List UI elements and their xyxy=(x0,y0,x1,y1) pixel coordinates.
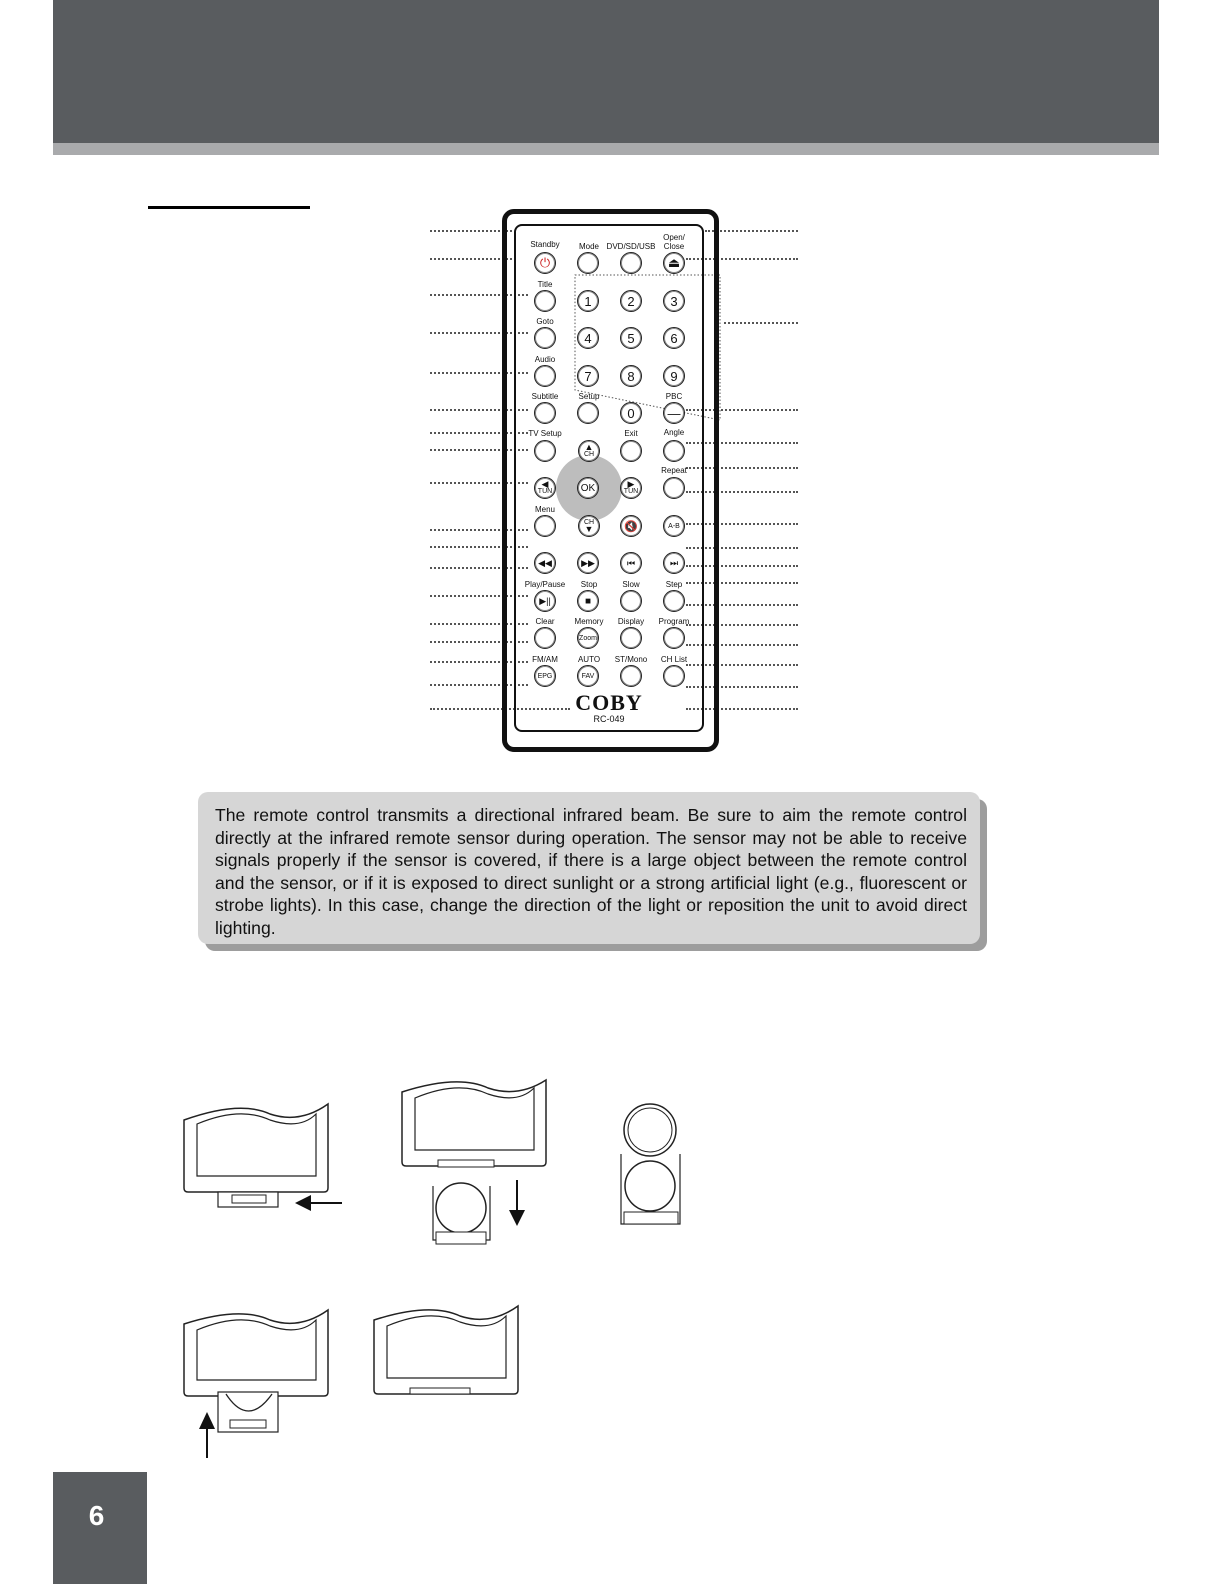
leader-line xyxy=(724,322,798,324)
power-icon: ⏻ xyxy=(539,255,551,270)
goto-button[interactable] xyxy=(534,327,556,349)
battery-step-1-diagram xyxy=(180,1100,350,1212)
display-button[interactable] xyxy=(620,627,642,649)
open-close-button[interactable] xyxy=(663,252,685,274)
a-b-button[interactable]: A-B xyxy=(663,515,685,537)
dvd-sd-usb-button[interactable] xyxy=(620,252,642,274)
pbc-button[interactable] xyxy=(663,402,685,424)
label-subtitle: Subtitle xyxy=(531,392,559,401)
tun-right-button[interactable] xyxy=(620,477,642,499)
ch-list-button[interactable] xyxy=(663,665,685,687)
tun-left-label: TUN xyxy=(537,488,553,495)
label-open: Open/ xyxy=(663,233,685,242)
label-close: Close xyxy=(663,242,685,251)
standby-button[interactable] xyxy=(534,252,556,274)
minus-icon: — xyxy=(667,405,681,421)
label-audio: Audio xyxy=(534,355,556,364)
slow-button[interactable] xyxy=(620,590,642,612)
label-fm-am: FM/AM xyxy=(532,655,558,664)
rewind-icon: ◀◀ xyxy=(538,557,552,568)
next-button[interactable] xyxy=(663,552,685,574)
digit-3-button[interactable]: 3 xyxy=(663,290,685,312)
header-bar xyxy=(53,0,1159,143)
digit-4-button[interactable]: 4 xyxy=(577,327,599,349)
tun-left-button[interactable] xyxy=(534,477,556,499)
digit-9-button[interactable]: 9 xyxy=(663,365,685,387)
battery-step-3-diagram xyxy=(614,1100,694,1230)
step-button[interactable] xyxy=(663,590,685,612)
eject-icon: ⏏ xyxy=(667,255,681,270)
ok-button[interactable]: OK xyxy=(577,477,599,499)
rewind-button[interactable] xyxy=(534,552,556,574)
fast-forward-icon: ▶▶ xyxy=(581,557,595,568)
fm-am-epg-button[interactable]: EPG xyxy=(534,665,556,687)
digit-7-button[interactable]: 7 xyxy=(577,365,599,387)
mode-button[interactable] xyxy=(577,252,599,274)
label-auto: AUTO xyxy=(577,655,601,664)
label-display: Display xyxy=(617,617,645,626)
digit-2-button[interactable]: 2 xyxy=(620,290,642,312)
label-memory: Memory xyxy=(574,617,604,626)
label-repeat: Repeat xyxy=(661,466,687,475)
header-stripe xyxy=(53,143,1159,155)
label-ch-list: CH List xyxy=(660,655,688,664)
previous-button[interactable] xyxy=(620,552,642,574)
label-play-pause: Play/Pause xyxy=(524,580,566,589)
ch-down-label: CH xyxy=(583,519,595,526)
page-number: 6 xyxy=(88,1500,105,1531)
label-pbc: PBC xyxy=(665,392,683,401)
label-mode: Mode xyxy=(578,242,600,251)
menu-button[interactable] xyxy=(534,515,556,537)
battery-step-5-diagram xyxy=(370,1304,530,1404)
label-exit: Exit xyxy=(624,429,638,438)
triangle-right-icon: ▶ xyxy=(627,479,635,489)
label-st-mono: ST/Mono xyxy=(614,655,648,664)
mute-button[interactable] xyxy=(620,515,642,537)
digit-6-button[interactable]: 6 xyxy=(663,327,685,349)
model-number: RC-049 xyxy=(593,714,625,724)
label-dvd-sd-usb: DVD/SD/USB xyxy=(606,242,656,251)
triangle-left-icon: ◀ xyxy=(541,479,549,489)
setup-button[interactable] xyxy=(577,402,599,424)
label-goto: Goto xyxy=(536,317,554,326)
ch-up-button[interactable] xyxy=(578,440,600,462)
leader-line xyxy=(430,258,512,260)
label-tv-setup: TV Setup xyxy=(528,429,562,438)
ch-down-button[interactable] xyxy=(578,515,600,537)
angle-button[interactable] xyxy=(663,440,685,462)
section-title-underline xyxy=(148,206,310,209)
repeat-button[interactable] xyxy=(663,477,685,499)
stop-icon: ■ xyxy=(584,595,592,607)
auto-fav-button[interactable]: FAV xyxy=(577,665,599,687)
audio-button[interactable] xyxy=(534,365,556,387)
digit-5-button[interactable]: 5 xyxy=(620,327,642,349)
label-menu: Menu xyxy=(534,505,556,514)
digit-8-button[interactable]: 8 xyxy=(620,365,642,387)
label-setup: Setup xyxy=(578,392,600,401)
label-step: Step xyxy=(665,580,683,589)
label-program: Program xyxy=(658,617,690,626)
mute-icon: 🔇 xyxy=(624,520,638,533)
label-slow: Slow xyxy=(622,580,640,589)
tun-right-label: TUN xyxy=(623,488,639,495)
play-pause-icon: ▶|| xyxy=(539,595,551,606)
label-stop: Stop xyxy=(580,580,598,589)
leader-line xyxy=(430,230,512,232)
digit-0-button[interactable]: 0 xyxy=(620,402,642,424)
st-mono-button[interactable] xyxy=(620,665,642,687)
memory-zoom-button[interactable]: Zoom xyxy=(577,627,599,649)
battery-step-4-diagram xyxy=(180,1308,340,1460)
label-title: Title xyxy=(537,280,553,289)
skip-next-icon: ⏭ xyxy=(669,557,679,568)
skip-previous-icon: ⏮ xyxy=(626,557,636,568)
label-angle: Angle xyxy=(663,428,685,437)
digit-1-button[interactable]: 1 xyxy=(577,290,599,312)
stop-button[interactable] xyxy=(577,590,599,612)
tv-setup-button[interactable] xyxy=(534,440,556,462)
clear-button[interactable] xyxy=(534,627,556,649)
program-button[interactable] xyxy=(663,627,685,649)
triangle-down-icon: ▼ xyxy=(584,524,594,534)
triangle-up-icon: ▲ xyxy=(584,442,594,452)
note-text: The remote control transmits a directional infrared beam. Be sure to aim the remote control directly at the infrared remote sensor during operation. The sensor may not be able to receive signals properly if the sensor is covered, if there is a large object between the remote control and the sensor, or if it is exposed to direct sunlight or a strong artificial light (e.g., fluorescent or strobe lights). In this case, change the direction of the light or reposition the unit to avoid direct lighting. xyxy=(215,805,967,938)
ch-up-label: CH xyxy=(583,451,595,458)
exit-button[interactable] xyxy=(620,440,642,462)
battery-step-2-diagram xyxy=(398,1078,558,1250)
label-clear: Clear xyxy=(535,617,555,626)
fast-forward-button[interactable] xyxy=(577,552,599,574)
brand-logo: COBY xyxy=(575,690,643,715)
label-standby: Standby xyxy=(530,240,560,249)
play-pause-button[interactable] xyxy=(534,590,556,612)
subtitle-button[interactable] xyxy=(534,402,556,424)
title-button[interactable] xyxy=(534,290,556,312)
